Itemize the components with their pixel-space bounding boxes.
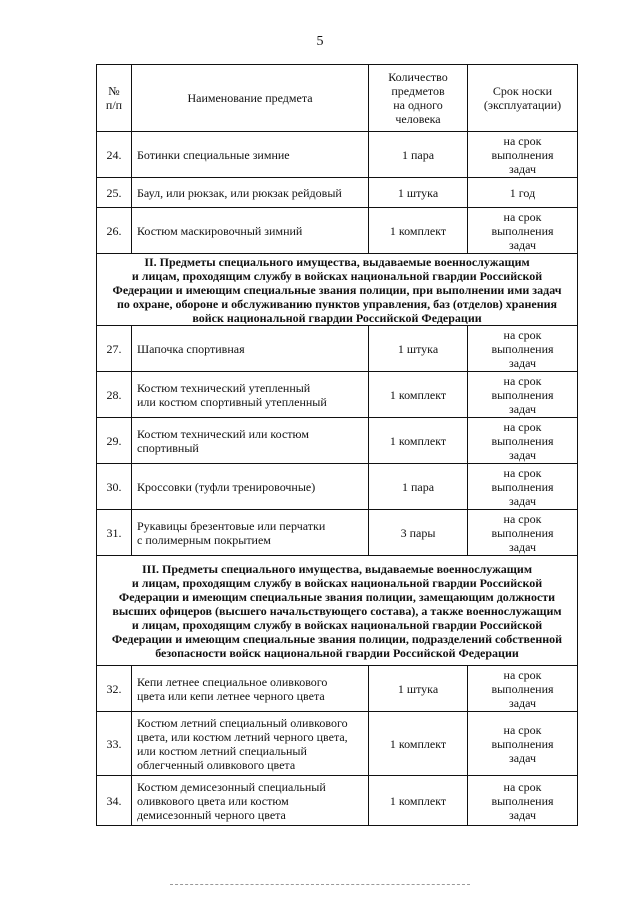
item-quantity: 1 комплект xyxy=(369,712,468,776)
item-term: на срок выполнения задач xyxy=(468,666,578,712)
table-row xyxy=(97,178,578,208)
table-row xyxy=(97,372,578,418)
header-name: Наименование предмета xyxy=(132,65,369,132)
table-row xyxy=(97,132,578,178)
table-row xyxy=(97,208,578,254)
item-quantity: 1 штука xyxy=(369,666,468,712)
table-row xyxy=(97,712,578,776)
item-name: Баул, или рюкзак, или рюкзак рейдовый xyxy=(132,178,369,208)
item-term: на срок выполнения задач xyxy=(468,510,578,556)
item-term: на срок выполнения задач xyxy=(468,326,578,372)
footer-divider xyxy=(170,884,470,886)
row-number: 32. xyxy=(97,666,132,712)
item-term: 1 год xyxy=(468,178,578,208)
section-heading-row xyxy=(97,556,578,666)
table-row xyxy=(97,326,578,372)
item-name: Костюм технический или костюм спортивный xyxy=(132,418,369,464)
items-table xyxy=(96,64,578,826)
row-number: 24. xyxy=(97,132,132,178)
item-quantity: 3 пары xyxy=(369,510,468,556)
row-number: 31. xyxy=(97,510,132,556)
item-term: на срок выполнения задач xyxy=(468,132,578,178)
row-number: 26. xyxy=(97,208,132,254)
row-number: 34. xyxy=(97,776,132,826)
table-row xyxy=(97,666,578,712)
item-term: на срок выполнения задач xyxy=(468,776,578,826)
row-number: 25. xyxy=(97,178,132,208)
item-term: на срок выполнения задач xyxy=(468,372,578,418)
row-number: 30. xyxy=(97,464,132,510)
row-number: 28. xyxy=(97,372,132,418)
section-heading-row xyxy=(97,254,578,326)
row-number: 33. xyxy=(97,712,132,776)
item-quantity: 1 штука xyxy=(369,326,468,372)
item-term: на срок выполнения задач xyxy=(468,712,578,776)
table-row xyxy=(97,418,578,464)
item-name: Кроссовки (туфли тренировочные) xyxy=(132,464,369,510)
item-term: на срок выполнения задач xyxy=(468,418,578,464)
section-heading: III. Предметы специального имущества, выдаваемые военнослужащим и лицам, проходящим службу в войсках национальной гвардии Российской Федерации и имеющим специальные звания полиции, замещающим должности высших офицеров (высшего начальствующего состава), а также военнослужащим и лицам, проходящим службу в войсках национальной гвардии Российской Федерации и имеющим специальные звания полиции, подразделений собственной безопасности войск национальной гвардии Российской Федерации xyxy=(97,556,578,666)
header-num: № п/п xyxy=(97,65,132,132)
item-quantity: 1 комплект xyxy=(369,208,468,254)
item-quantity: 1 пара xyxy=(369,132,468,178)
item-quantity: 1 штука xyxy=(369,178,468,208)
item-name: Кепи летнее специальное оливкового цвета или кепи летнее черного цвета xyxy=(132,666,369,712)
item-name: Костюм маскировочный зимний xyxy=(132,208,369,254)
item-quantity: 1 комплект xyxy=(369,776,468,826)
item-term: на срок выполнения задач xyxy=(468,464,578,510)
table-header-row xyxy=(97,65,578,132)
page-number: 5 xyxy=(316,34,324,49)
item-name: Костюм демисезонный специальный оливкового цвета или костюм демисезонный черного цвета xyxy=(132,776,369,826)
row-number: 27. xyxy=(97,326,132,372)
header-term: Срок носки (эксплуатации) xyxy=(468,65,578,132)
header-qty: Количество предметов на одного человека xyxy=(369,65,468,132)
item-term: на срок выполнения задач xyxy=(468,208,578,254)
section-heading: II. Предметы специального имущества, выдаваемые военнослужащим и лицам, проходящим службу в войсках национальной гвардии Российской Федерации и имеющим специальные звания полиции, при выполнении ими задач по охране, обороне и обслуживанию пунктов управления, баз (отделов) хранения войск национальной гвардии Российской Федерации xyxy=(97,254,578,326)
table-row xyxy=(97,464,578,510)
item-name: Костюм технический утепленный или костюм спортивный утепленный xyxy=(132,372,369,418)
item-quantity: 1 комплект xyxy=(369,372,468,418)
item-quantity: 1 пара xyxy=(369,464,468,510)
item-name: Шапочка спортивная xyxy=(132,326,369,372)
item-name: Костюм летний специальный оливкового цвета, или костюм летний черного цвета, или костюм летний специальный облегченный оливкового цвета xyxy=(132,712,369,776)
table-row xyxy=(97,510,578,556)
item-name: Рукавицы брезентовые или перчатки с полимерным покрытием xyxy=(132,510,369,556)
item-quantity: 1 комплект xyxy=(369,418,468,464)
row-number: 29. xyxy=(97,418,132,464)
item-name: Ботинки специальные зимние xyxy=(132,132,369,178)
table-row xyxy=(97,776,578,826)
